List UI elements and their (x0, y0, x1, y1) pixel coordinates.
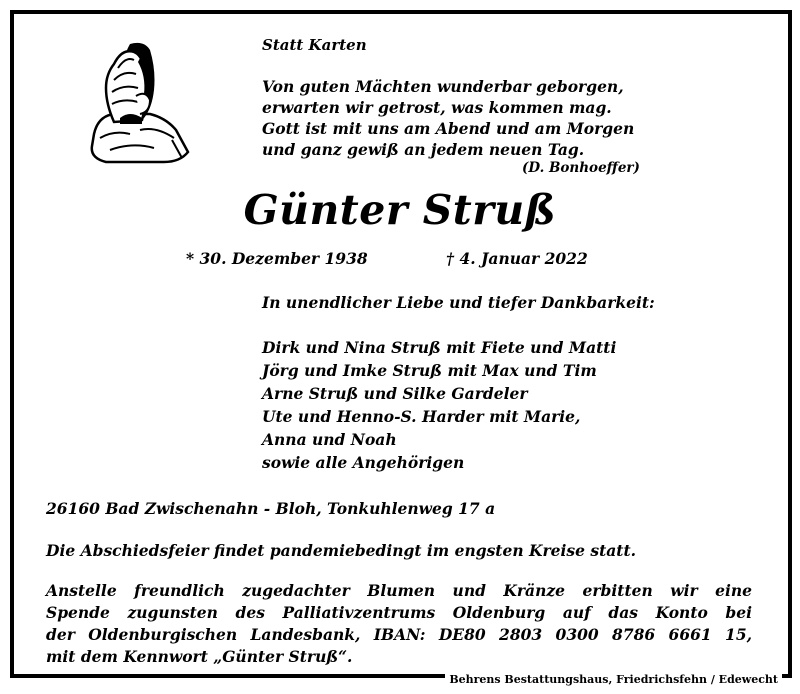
heading-label: Statt Karten (262, 36, 367, 54)
mourner-line: sowie alle Angehörigen (262, 453, 465, 472)
dedication: In unendlicher Liebe und tiefer Dankbarkeit: (262, 293, 655, 312)
donation-line: Anstelle freundlich zugedachter Blumen und Kränze erbitten wir eine (46, 581, 752, 600)
address: 26160 Bad Zwischenahn - Bloh, Tonkuhlenweg 17 a (46, 499, 496, 518)
donation-line: mit dem Kennwort „Günter Struß“. (46, 647, 353, 666)
poem-line: und ganz gewiß an jedem neuen Tag. (262, 140, 585, 159)
poem-line: Gott ist mit uns am Abend und am Morgen (262, 119, 635, 138)
donation-line: Spende zugunsten des Palliativzentrums Oldenburg auf das Konto bei (46, 603, 752, 622)
birth-date: * 30. Dezember 1938 (186, 249, 368, 268)
mourner-line: Ute und Henno-S. Harder mit Marie, (262, 407, 581, 426)
mourner-line: Anna und Noah (262, 430, 397, 449)
praying-hands-icon (84, 34, 192, 164)
poem-line: Von guten Mächten wunderbar geborgen, (262, 77, 624, 96)
donation-request (46, 580, 752, 668)
poem-author: (D. Bonhoeffer) (522, 160, 640, 176)
mourner-line: Jörg und Imke Struß mit Max und Tim (262, 361, 597, 380)
deceased-name: Günter Struß (243, 186, 557, 234)
donation-line: der Oldenburgischen Landesbank, IBAN: DE80 2803 0300 8786 6661 15, (46, 625, 752, 644)
poem (262, 76, 634, 160)
mourner-line: Dirk und Nina Struß mit Fiete und Matti (262, 338, 617, 357)
poem-line: erwarten wir getrost, was kommen mag. (262, 98, 612, 117)
death-date: † 4. Januar 2022 (446, 249, 588, 268)
funeral-home-credit: Behrens Bestattungshaus, Friedrichsfehn / Edewecht (445, 673, 782, 686)
ceremony-note: Die Abschiedsfeier findet pandemiebedingt im engsten Kreise statt. (46, 541, 637, 560)
mourner-line: Arne Struß und Silke Gardeler (262, 384, 528, 403)
mourners-list (262, 336, 616, 474)
